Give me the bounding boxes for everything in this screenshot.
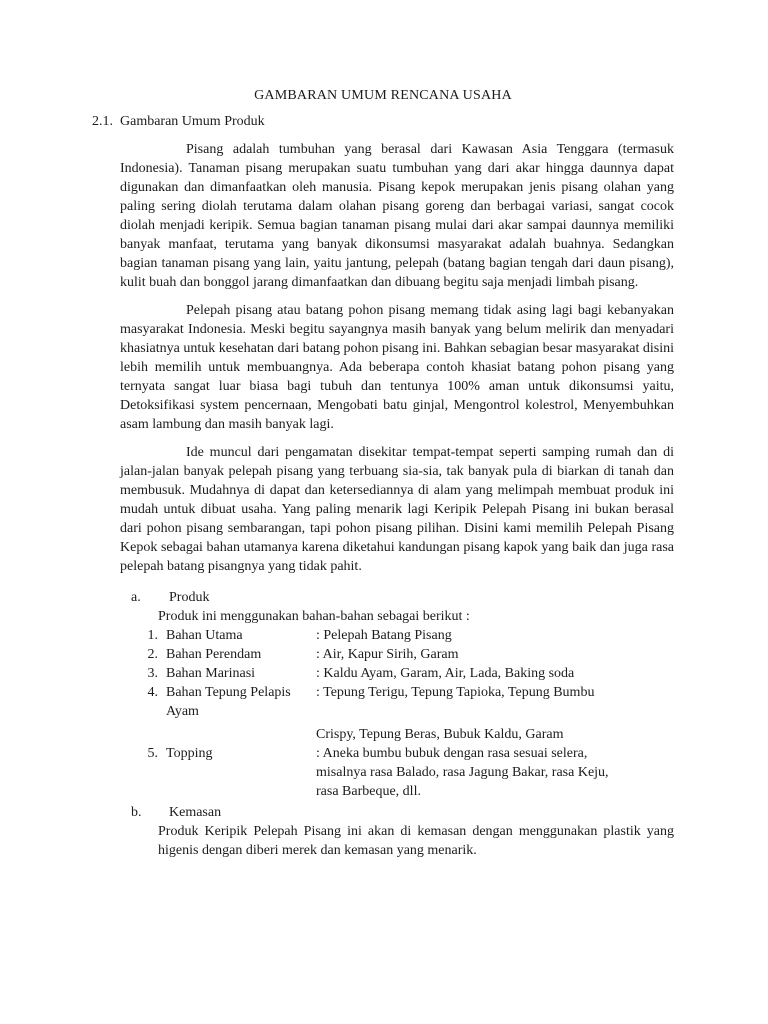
list-item-number: 1. <box>147 628 158 643</box>
list-item-number: 5. <box>147 746 158 761</box>
list-item-value-continued: Crispy, Tepung Beras, Bubuk Kaldu, Garam <box>316 727 564 742</box>
subsection-kemasan-heading <box>92 803 674 822</box>
produk-intro: Produk ini menggunakan bahan-bahan sebagai berikut : <box>158 609 470 624</box>
list-item <box>136 683 674 744</box>
list-item-label: Bahan Tepung Pelapis <box>166 685 291 700</box>
subsection-kemasan <box>92 803 674 860</box>
list-item-number: 4. <box>147 685 158 700</box>
list-item-value: : Pelepah Batang Pisang <box>316 628 452 643</box>
list-item-number: 2. <box>147 647 158 662</box>
ingredient-list <box>136 626 674 801</box>
subsection-produk-heading <box>92 588 674 607</box>
paragraph-ide: Ide muncul dari pengamatan disekitar tempat-tempat seperti samping rumah dan di jalan-jalan banyak pelepah pisang yang terbuang sia-sia, tak banyak pula di biarkan di tanah dan membusuk. Mudahnya di dapat dan ketersediannya di alam yang melimpah membuat produk ini mudah untuk dibuat usaha. Yang paling menarik lagi Keripik Pelepah Pisang ini bukan berasal dari pohon pisang sembarangan, tapi pohon pisang pilihan. Disini kami memilih Pelepah Pisang Kepok sebagai bahan utamanya karena diketahui kandungan pisang kapok yang baik dan juga rasa pelepah batang pisangnya yang tidak pahit. <box>120 445 674 574</box>
list-item-value: : Kaldu Ayam, Garam, Air, Lada, Baking soda <box>316 666 575 681</box>
subsection-marker: a. <box>131 590 141 605</box>
subsection-title: Kemasan <box>169 805 222 820</box>
section-number: 2.1. <box>92 114 113 129</box>
subsection-produk <box>92 588 674 801</box>
paragraph-pisang: Pisang adalah tumbuhan yang berasal dari Kawasan Asia Tenggara (termasuk Indonesia). Tanaman pisang merupakan suatu tumbuhan yang dari akar hingga daunnya dapat digunakan dan dimanfaatkan oleh manusia. Pisang kepok merupakan jenis pisang olahan yang paling sering diolah terutama dalam olahan pisang goreng dan berbagai variasi, sangat cocok diolah menjadi keripik. Semua bagian tanaman pisang mulai dari akar sampai daunnya memiliki banyak manfaat, terutama yang banyak dikonsumsi masyarakat adalah buahnya. Sedangkan bagian tanaman pisang yang lain, yaitu jantung, pelepah (batang bagian tengah dari daun pisang), kulit buah dan bonggol jarang dimanfaatkan dan dibuang begitu saja menjadi limbah pisang. <box>120 142 674 290</box>
list-item-label-continued: Ayam <box>166 704 199 719</box>
list-item-value: : Tepung Terigu, Tepung Tapioka, Tepung Bumbu <box>316 685 595 700</box>
list-item <box>136 645 674 664</box>
kemasan-body: Produk Keripik Pelepah Pisang ini akan di kemasan dengan menggunakan plastik yang higenis dengan diberi merek dan kemasan yang menarik. <box>158 824 674 858</box>
list-item <box>136 744 674 801</box>
section-heading <box>92 112 674 131</box>
paragraph-pelepah: Pelepah pisang atau batang pohon pisang memang tidak asing lagi bagi kebanyakan masyarakat Indonesia. Meski begitu sayangnya masih banyak yang belum melirik dan menyadari khasiatnya untuk kesehatan dari batang pohon pisang ini. Bahkan sebagian besar masyarakat disini lebih memilih untuk membuangnya. Ada beberapa contoh khasiat batang pohon pisang yang ternyata sangat luar biasa bagi tubuh dan tentunya 100% aman untuk dikonsumsi yaitu, Detoksifikasi system pencernaan, Mengobati batu ginjal, Mengontrol kolestrol, Menyembuhkan asam lambung dan masih banyak lagi. <box>120 303 675 432</box>
list-item <box>136 664 674 683</box>
list-item-value: : Aneka bumbu bubuk dengan rasa sesuai selera, <box>316 746 588 761</box>
list-item-label: Bahan Utama <box>166 628 243 643</box>
subsection-marker: b. <box>131 805 142 820</box>
list-item-number: 3. <box>147 666 158 681</box>
list-item-value: : Air, Kapur Sirih, Garam <box>316 647 459 662</box>
list-item-label: Bahan Perendam <box>166 647 262 662</box>
list-item-value-continued: misalnya rasa Balado, rasa Jagung Bakar, rasa Keju, <box>316 765 609 780</box>
subsection-title: Produk <box>169 590 210 605</box>
list-item <box>136 626 674 645</box>
list-item-label: Bahan Marinasi <box>166 666 256 681</box>
document-title: GAMBARAN UMUM RENCANA USAHA <box>254 88 512 103</box>
section-title: Gambaran Umum Produk <box>120 114 265 129</box>
list-item-label: Topping <box>166 746 213 761</box>
list-item-value-continued: rasa Barbeque, dll. <box>316 784 421 799</box>
